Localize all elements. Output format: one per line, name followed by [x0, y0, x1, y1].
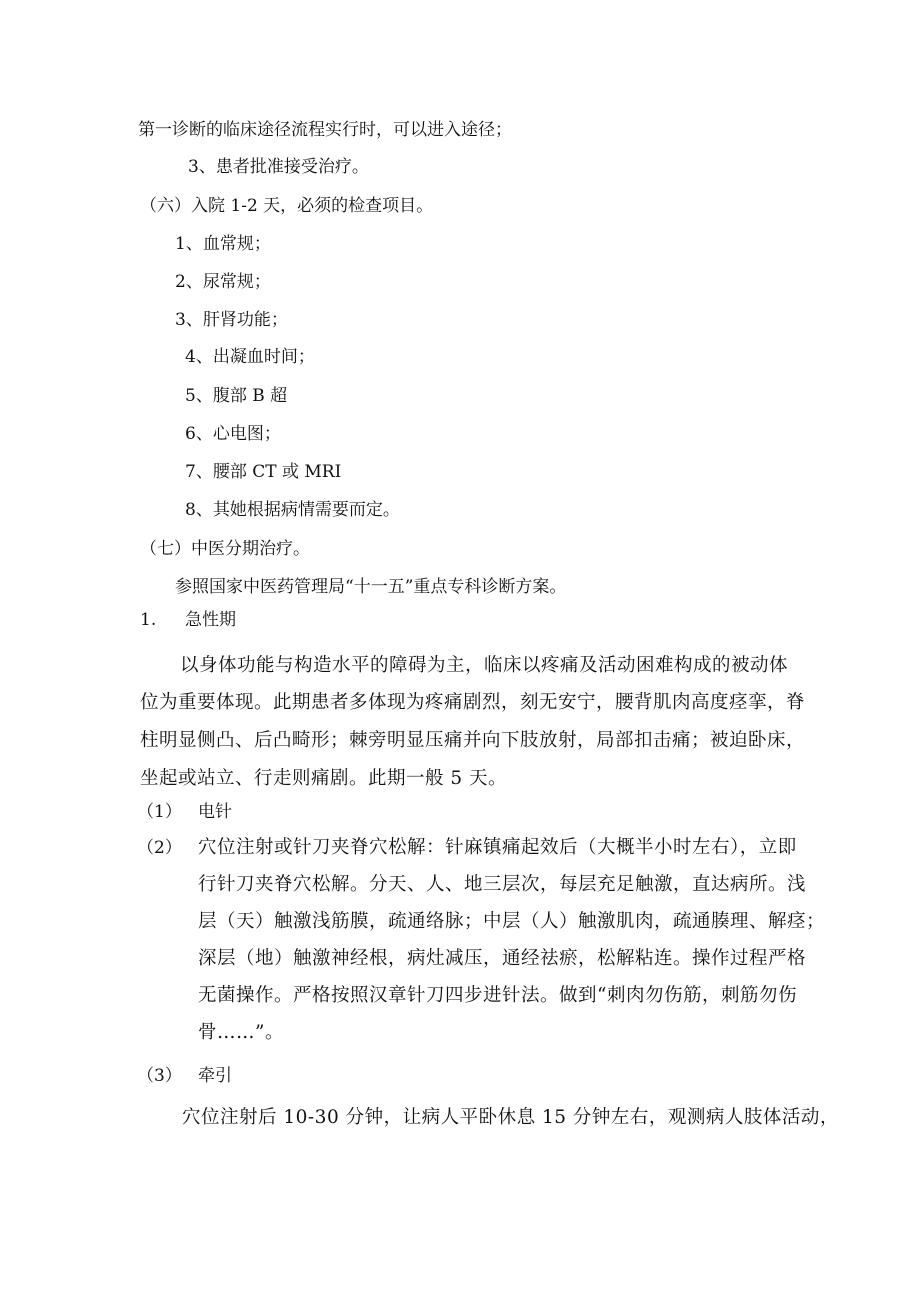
check-item: 1、血常规；	[175, 234, 271, 254]
method-2-line: 骨……”。	[198, 1022, 284, 1043]
reference-line: 参照国家中医药管理局“十一五”重点专科诊断方案。	[175, 577, 567, 597]
check-item: 4、出凝血时间；	[185, 347, 315, 367]
consent-item: 3、患者批准接受治疗。	[188, 157, 369, 177]
section-7-title: （七）中医分期治疗。	[140, 539, 310, 559]
method-1-number: （1）	[137, 802, 182, 822]
method-2-line: 层（天）触激浅筋膜，疏通络脉；中层（人）触激肌肉，疏通腠理、解痉；	[198, 911, 826, 932]
method-2-line: 无菌操作。严格按照汉章针刀四步进针法。做到“刺肉勿伤筋，刺筋勿伤	[198, 985, 797, 1006]
stage-1-paragraph-line: 坐起或站立、行走则痛剧。此期一般 5 天。	[140, 768, 508, 789]
method-1-title: 电针	[198, 802, 232, 822]
check-item: 3、肝肾功能；	[175, 310, 288, 330]
check-item: 6、心电图；	[185, 424, 281, 444]
stage-1-number: 1.	[140, 610, 157, 630]
method-3-number: （3）	[137, 1066, 182, 1086]
section-6-title: （六）入院 1-2 天，必须的检查项目。	[140, 196, 434, 216]
method-2-line: 深层（地）触激神经根，病灶减压，通经祛瘀，松解粘连。操作过程严格	[198, 948, 807, 969]
check-item: 5、腹部 B 超	[185, 386, 288, 406]
check-item: 8、其她根据病情需要而定。	[185, 500, 400, 520]
stage-1-title: 急性期	[185, 610, 236, 630]
method-2-number: （2）	[137, 838, 182, 858]
method-2-line: 穴位注射或针刀夹脊穴松解：针麻镇痛起效后（大概半小时左右），立即	[198, 837, 797, 858]
stage-1-paragraph-line: 柱明显侧凸、后凸畸形；棘旁明显压痛并向下肢放射，局部扣击痛；被迫卧床，	[140, 730, 806, 751]
method-2-line: 行针刀夹脊穴松解。分天、人、地三层次，每层充足触激，直达病所。浅	[198, 874, 807, 895]
final-line: 穴位注射后 10-30 分钟，让病人平卧休息 15 分钟左右，观测病人肢体活动，	[182, 1107, 839, 1128]
method-3-title: 牵引	[198, 1066, 232, 1086]
stage-1-paragraph-line: 以身体功能与构造水平的障碍为主，临床以疼痛及活动困难构成的被动体	[180, 655, 789, 676]
check-item: 7、腰部 CT 或 MRI	[185, 462, 342, 482]
intro-line: 第一诊断的临床途径流程实行时，可以进入途径；	[138, 120, 512, 140]
stage-1-paragraph-line: 位为重要体现。此期患者多体现为疼痛剧烈，刻无安宁，腰背肌肉高度痉挛，脊	[140, 692, 806, 713]
check-item: 2、尿常规；	[175, 272, 271, 292]
